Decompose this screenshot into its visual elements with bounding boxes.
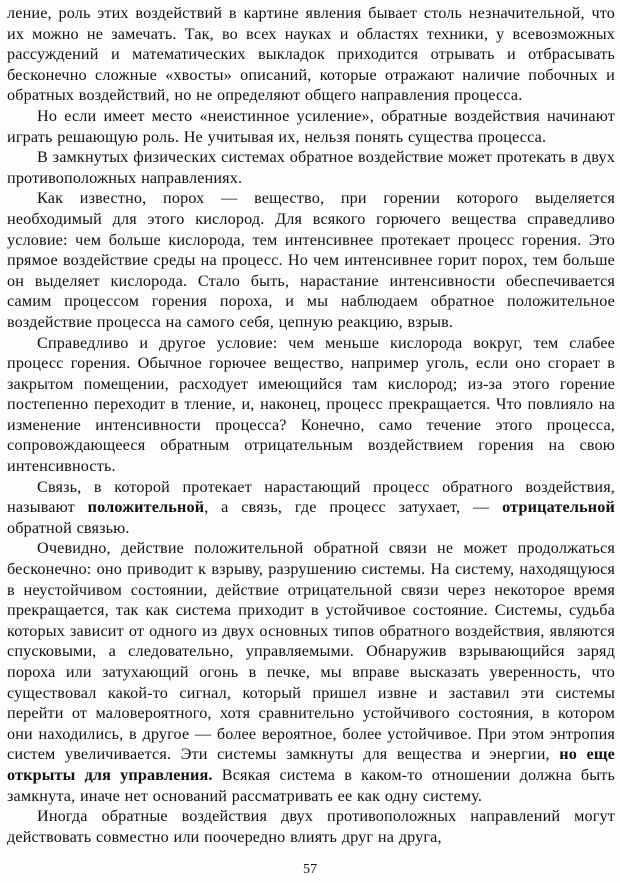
text-run: ление, роль этих воздействий в картине явления бывает столь незначительной, что их можно не замечать. Так, во всех науках и областях техники, у всевозможных рассуждений и математических выкладок приходится отрывать и отбрасывать бесконечно сложные «хвосты» описаний, которые отражают наличие побочных и обратных воздействий, но не определяют общего направления процесса. xyxy=(7,4,615,105)
text-run: Иногда обратные воздействия двух противоположных направлений могут действовать совместно или поочередно влиять друг на друга, xyxy=(7,807,615,846)
text-run: Как известно, порох — вещество, при горении которого выделяется необходимый для этого кислород. Для всякого горючего вещества справедливо условие: чем больше кислорода, тем интенсивнее протекает процесс горения. Это прямое воздействие среды на процесс. Но чем интенсивнее горит порох, тем больше он выделяет кислорода. Стало быть, нарастание интенсивности обеспечивается самим процессом горения пороха, и мы наблюдаем обратное положительное воздействие процесса на самого себя, цепную реакцию, взрыв. xyxy=(7,189,615,331)
bold-term: но еще открыты для управления. xyxy=(7,745,615,784)
text-run: Связь, в которой протекает нарастающий процесс обратного воздействия, называют xyxy=(7,477,615,517)
text-run: обратной связью. xyxy=(7,518,130,537)
paragraph xyxy=(7,188,615,332)
text-run: Но если имеет место «неистинное усиление», обратные воздействия начинают играть решающую роль. Не учитывая их, нельзя понять существа процесса. xyxy=(7,106,615,146)
paragraph xyxy=(7,538,615,806)
text-run: Очевидно, действие положительной обратной связи не может продолжаться бесконечно: оно приводит к взрыву, разрушению системы. На систему, находящуюся в неустойчивом состоянии, действие отрицательной связи через некоторое время прекращается, так как система приходит в устойчивое состояние. Системы, судьба которых зависит от одного из двух основных типов обратного воздействия, являются спусковыми, а следовательно, управляемыми. Обнаружив взрывающийся заряд пороха или затухающий огонь в печке, мы вправе высказать уверенность, что существовал какой-то сигнал, который пришел извне и заставил эти системы перейти от маловероятного, хотя сравнительно устойчивого состояния, в котором они находились, в другое — более вероятное, более устойчивое. При этом энтропия систем увеличивается. Эти системы замкнуты для вещества и энергии, xyxy=(7,539,615,764)
body-text xyxy=(7,3,615,847)
bold-term: положительной xyxy=(87,498,205,517)
text-run: Справедливо и другое условие: чем меньше кислорода вокруг, тем слабее процесс горения. Обычное горючее вещество, например уголь, если оно сгорает в закрытом помещении, расходует имеющийся там кислород; из-за этого горение постепенно переходит в тление, и, наконец, процесс прекращается. Что повлияло на изменение интенсивности процесса? Конечно, само течение этого процесса, сопровождающееся обратным отрицательным воздействием горения на свою интенсивность. xyxy=(7,333,615,476)
text-run: В замкнутых физических системах обратное воздействие может протекать в двух противоположных направлениях. xyxy=(7,148,615,187)
paragraph xyxy=(7,806,615,847)
text-run: , а связь, где процесс затухает, — xyxy=(204,498,503,517)
paragraph xyxy=(7,147,615,188)
paragraph xyxy=(7,333,615,477)
paragraph xyxy=(7,3,615,106)
page-number: 57 xyxy=(303,862,317,877)
paragraph xyxy=(7,106,615,147)
bold-term: отрицательной xyxy=(502,498,615,517)
paragraph xyxy=(7,477,615,539)
text-run: Всякая система в каком-то отношении должна быть замкнута, иначе нет оснований рассматривать ее как одну систему. xyxy=(7,765,615,805)
